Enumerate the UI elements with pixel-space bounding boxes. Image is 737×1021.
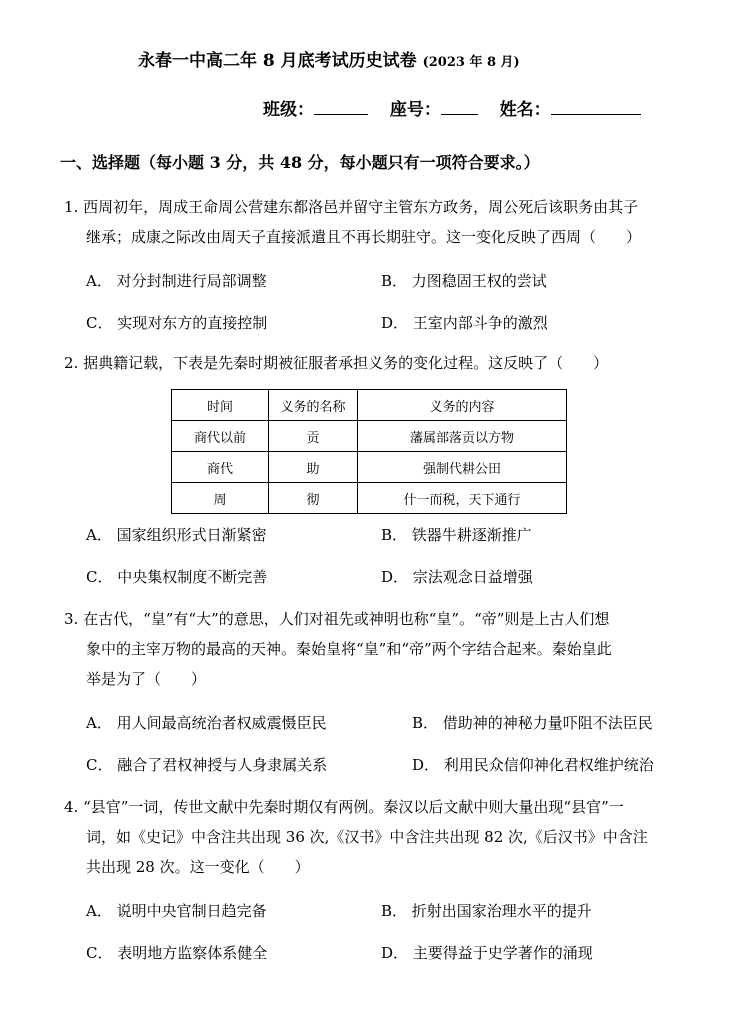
exam-title-text: 永春一中高二年 8 月底考试历史试卷 [138, 51, 417, 71]
question-3-line-2: 象中的主宰万物的最高的天神。秦始皇将“皇”和“帝”两个字结合起来。秦始皇此 [86, 640, 612, 658]
question-2-option-d[interactable]: D． 宗法观念日益增强 [381, 568, 533, 586]
question-2-option-a[interactable]: A． 国家组织形式日渐紧密 [86, 526, 267, 544]
table-cell: 商代以前 [172, 421, 269, 452]
table-header-cell: 时间 [172, 390, 269, 421]
table-header-cell: 义务的内容 [358, 390, 567, 421]
question-1-option-c[interactable]: C． 实现对东方的直接控制 [86, 314, 268, 332]
name-label: 姓名： [499, 100, 551, 120]
class-blank[interactable] [314, 98, 368, 115]
seat-blank[interactable] [441, 98, 478, 115]
table-cell: 助 [269, 452, 358, 483]
question-1-option-d[interactable]: D． 王室内部斗争的激烈 [381, 314, 548, 332]
table-cell: 什一而税，天下通行 [358, 483, 567, 514]
question-1-line-2: 继承；成康之际改由周天子直接派遣且不再长期驻守。这一变化反映了西周（ ） [86, 228, 642, 246]
table-cell: 藩属部落贡以方物 [358, 421, 567, 452]
table-cell: 周 [172, 483, 269, 514]
question-3-line-1: 3. 在古代，“皇”有“大”的意思，人们对祖先或神明也称“皇”。“帝”则是上古人们想 [64, 610, 610, 628]
question-3-option-a[interactable]: A． 用人间最高统治者权威震慑臣民 [86, 714, 327, 732]
table-header-row [172, 390, 567, 421]
exam-title [138, 46, 520, 71]
question-4-line-1: 4. “县官”一词，传世文献中先秦时期仅有两例。秦汉以后文献中则大量出现“县官”一 [64, 798, 624, 816]
table-cell: 商代 [172, 452, 269, 483]
student-info-fields [263, 95, 641, 120]
table-row [172, 483, 567, 514]
question-4-option-a[interactable]: A． 说明中央官制日趋完备 [86, 902, 267, 920]
question-3-line-3: 举是为了（ ） [86, 670, 207, 688]
question-4-option-d[interactable]: D． 主要得益于史学著作的涌现 [381, 944, 593, 962]
table-cell: 贡 [269, 421, 358, 452]
question-4-option-c[interactable]: C． 表明地方监察体系健全 [86, 944, 268, 962]
question-4-line-2: 词，如《史记》中含注共出现 36 次,《汉书》中含注共出现 82 次,《后汉书》中含注 [86, 828, 648, 846]
question-4-option-b[interactable]: B． 折射出国家治理水平的提升 [381, 902, 592, 920]
question-1-line-1: 1. 西周初年，周成王命周公营建东都洛邑并留守主管东方政务，周公死后该职务由其子 [64, 198, 639, 216]
obligation-table [171, 389, 567, 514]
question-3-option-d[interactable]: D． 利用民众信仰神化君权维护统治 [412, 756, 654, 774]
question-1-option-a[interactable]: A． 对分封制进行局部调整 [86, 272, 267, 290]
exam-date: (2023 年 8 月) [422, 55, 520, 70]
question-2-option-b[interactable]: B． 铁器牛耕逐渐推广 [381, 526, 532, 544]
table-row [172, 452, 567, 483]
question-2-option-c[interactable]: C． 中央集权制度不断完善 [86, 568, 268, 586]
seat-label: 座号： [389, 100, 441, 120]
question-3-option-b[interactable]: B． 借助神的神秘力量吓阻不法臣民 [412, 714, 653, 732]
name-blank[interactable] [551, 98, 641, 115]
class-label: 班级： [263, 100, 314, 120]
question-2-line-1: 2. 据典籍记载，下表是先秦时期被征服者承担义务的变化过程。这反映了（ ） [64, 354, 609, 372]
table-cell: 彻 [269, 483, 358, 514]
section-title: 一、选择题（每小题 3 分，共 48 分，每小题只有一项符合要求。） [60, 153, 540, 172]
question-3-option-c[interactable]: C． 融合了君权神授与人身隶属关系 [86, 756, 328, 774]
table-row [172, 421, 567, 452]
question-4-line-3: 共出现 28 次。这一变化（ ） [86, 858, 310, 876]
question-1-option-b[interactable]: B． 力图稳固王权的尝试 [381, 272, 547, 290]
table-header-cell: 义务的名称 [269, 390, 358, 421]
table-cell: 强制代耕公田 [358, 452, 567, 483]
